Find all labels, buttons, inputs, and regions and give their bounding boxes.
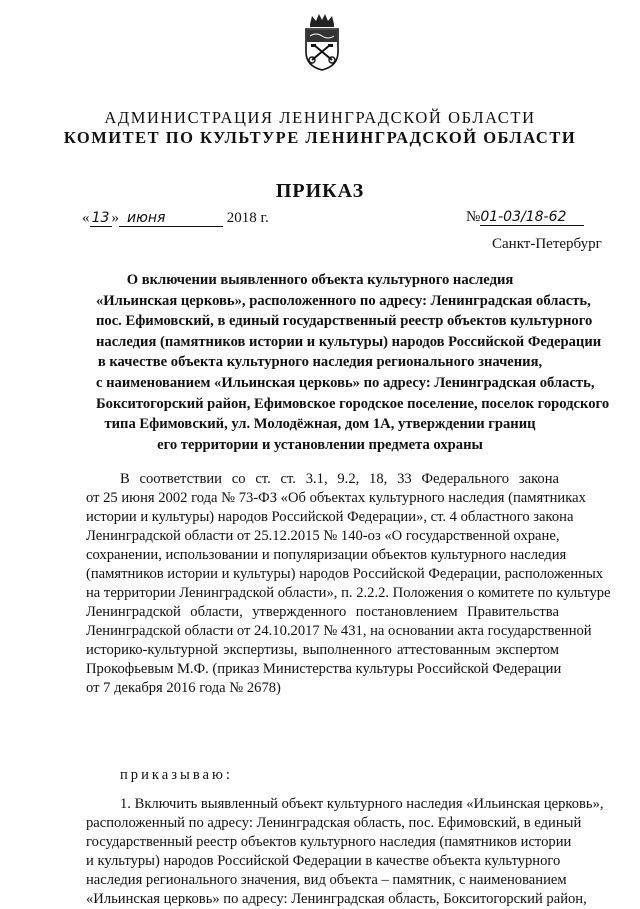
body-line: Ленинградской области от 25.12.2015 № 140-оз «О государственной охране, (86, 528, 560, 544)
order-word: приказываю: (120, 767, 233, 783)
city: Санкт-Петербург (492, 236, 602, 252)
subject-line: Бокситогорский район, Ефимовское городское поселение, поселок городского (96, 395, 610, 412)
date-day: 13 (90, 211, 112, 227)
date-year: 2018 г. (226, 210, 269, 226)
subject-line: с наименованием «Ильинская церковь» по адресу: Ленинградская область, (96, 374, 595, 391)
subject-line: в качестве объекта культурного наследия регионального значения, (97, 354, 543, 371)
document-title: ПРИКАЗ (275, 180, 365, 202)
coat-of-arms-emblem (300, 12, 344, 72)
order-date (82, 210, 269, 227)
number-value: 01-03/18-62 (480, 210, 584, 226)
body-line: Ленинградской области, утвержденного постановлением Правительства (86, 604, 559, 620)
number-prefix: № (466, 209, 481, 225)
body-line: (памятников истории и культуры) народов Российской Федерации, расположенных (86, 566, 604, 582)
order-number (466, 209, 584, 226)
body-line: от 25 июня 2002 года № 73-ФЗ «Об объектах культурного наследия (памятниках (86, 490, 586, 506)
preamble-paragraph (86, 470, 611, 698)
body-line: В соответствии со ст. ст. 3.1, 9.2, 18, 33 Федерального закона (120, 471, 559, 487)
order-item-1 (86, 795, 604, 909)
body-line: на территории Ленинградской области», п. 2.2.2. Положения о комитете по культуре (86, 585, 611, 601)
body-line: от 7 декабря 2016 года № 2678) (86, 680, 281, 696)
item-line: наследия регионального значения, вид объекта – памятник, с наименованием (86, 872, 567, 888)
item-line: 1. Включить выявленный объект культурного наследия «Ильинская церковь», (120, 796, 604, 812)
subject-line: наследия (памятников истории и культуры) народов Российской Федерации (96, 333, 602, 350)
subject-line: пос. Ефимовский, в единый государственный реестр объектов культурного (96, 313, 593, 330)
date-close-quote: » (111, 210, 119, 226)
item-line: «Ильинская церковь» по адресу: Ленинградская область, Бокситогорский район, (86, 891, 587, 907)
body-line: Прокофьевым М.Ф. (приказ Министерства культуры Российской Федерации (86, 661, 562, 677)
date-open-quote: « (82, 210, 90, 226)
subject-line: его территории и установлении предмета охраны (157, 436, 483, 453)
order-subject (96, 270, 610, 455)
subject-line: О включении выявленного объекта культурного наследия (126, 272, 514, 288)
body-line: сохранении, использовании и популяризации объектов культурного наследия (86, 547, 567, 563)
body-line: Ленинградской области от 24.10.2017 № 431, на основании акта государственной (86, 623, 592, 639)
body-line: историко-культурной экспертизы, выполненного аттестованным экспертом (86, 642, 559, 658)
subject-line: «Ильинская церковь», расположенного по адресу: Ленинградская область, (96, 292, 591, 309)
item-line: государственный реестр объектов культурного наследия (памятников истории (86, 834, 572, 850)
subject-line: типа Ефимовский, ул. Молодёжная, дом 1А, утверждении границ (104, 416, 536, 433)
date-month: июня (119, 211, 223, 227)
item-line: и культуры) народов Российской Федерации в качестве объекта культурного (86, 853, 561, 869)
body-line: истории и культуры) народов Российской Федерации», ст. 4 областного закона (86, 509, 574, 525)
organization-line-1: АДМИНИСТРАЦИЯ ЛЕНИНГРАДСКОЙ ОБЛАСТИ (104, 108, 536, 127)
item-line: расположенный по адресу: Ленинградская область, пос. Ефимовский, в единый (86, 815, 582, 831)
organization-line-2: КОМИТЕТ ПО КУЛЬТУРЕ ЛЕНИНГРАДСКОЙ ОБЛАСТИ (63, 128, 577, 147)
